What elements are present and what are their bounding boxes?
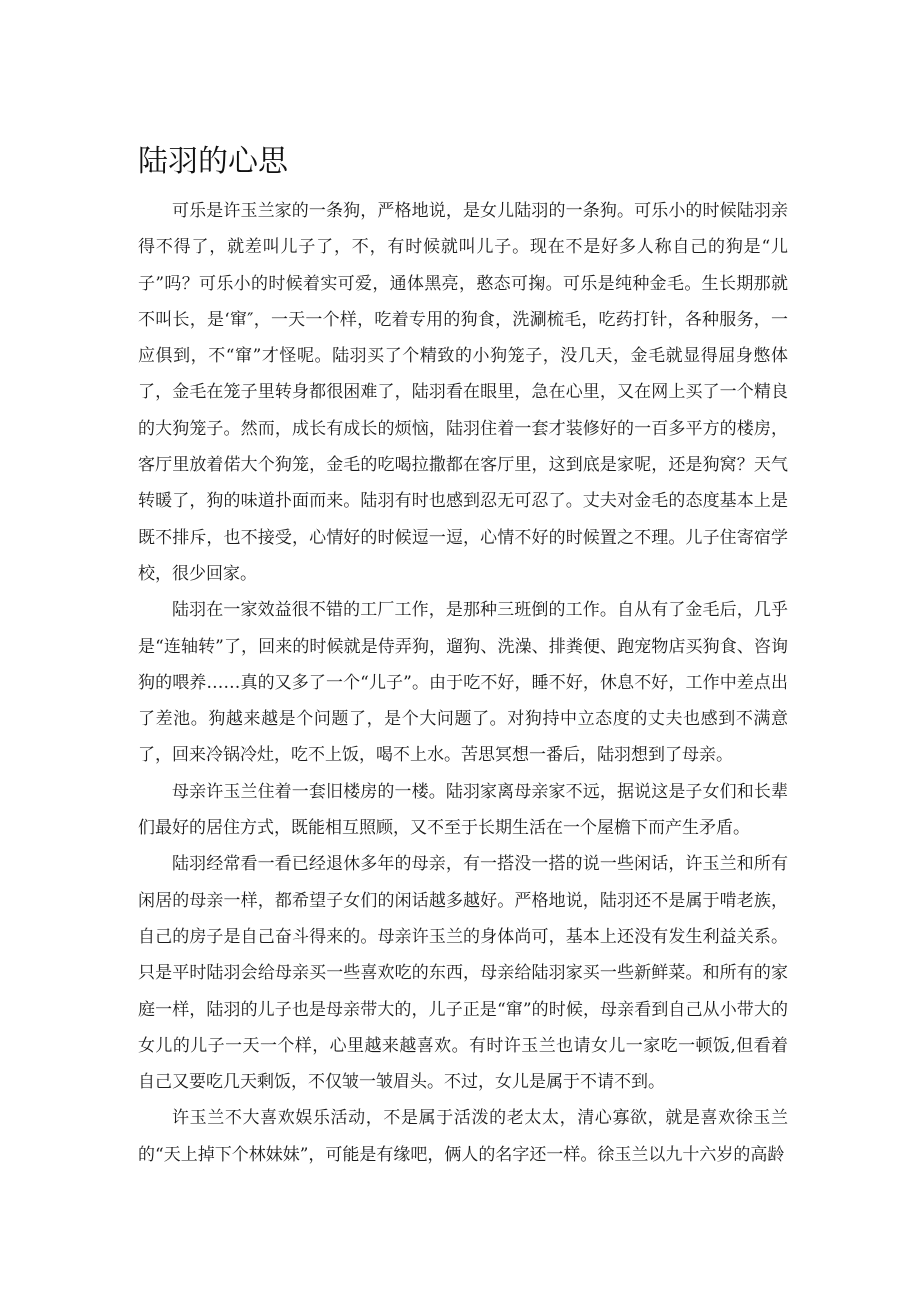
paragraph: 许玉兰不大喜欢娱乐活动，不是属于活泼的老太太，清心寡欲，就是喜欢徐玉兰的“天上掉下个林妹妹”，可能是有缘吧，俩人的名字还一样。徐玉兰以九十六岁的高龄 [138, 1108, 788, 1165]
document-title: 陆羽的心思 [138, 144, 288, 179]
paragraph: 陆羽经常看一看已经退休多年的母亲，有一搭没一搭的说一些闲话，许玉兰和所有闲居的母亲一样，都希望子女们的闲话越多越好。严格地说，陆羽还不是属于啃老族，自己的房子是自己奋斗得来的。母亲许玉兰的身体尚可，基本上还没有发生利益关系。只是平时陆羽会给母亲买一些喜欢吃的东西，母亲给陆羽家买一些新鲜菜。和所有的家庭一样，陆羽的儿子也是母亲带大的，儿子正是“窜”的时候，母亲看到自己从小带大的女儿的儿子一天一个样，心里越来越喜欢。有时许玉兰也请女儿一家吃一顿饭,但看着自己又要吃几天剩饭，不仅皱一皱眉头。不过，女儿是属于不请不到。 [138, 854, 788, 1093]
document-body [138, 193, 788, 1173]
paragraph: 母亲许玉兰住着一套旧楼房的一楼。陆羽家离母亲家不远，据说这是子女们和长辈们最好的居住方式，既能相互照顾，又不至于长期生活在一个屋檐下而产生矛盾。 [138, 781, 788, 839]
paragraph: 陆羽在一家效益很不错的工厂工作，是那种三班倒的工作。自从有了金毛后，几乎是“连轴转”了，回来的时候就是侍弄狗，遛狗、洗澡、排粪便、跑宠物店买狗食、咨询狗的喂养……真的又多了一个“儿子”。由于吃不好，睡不好，休息不好，工作中差点出了差池。狗越来越是个问题了，是个大问题了。对狗持中立态度的丈夫也感到不满意了，回来冷锅冷灶，吃不上饭，喝不上水。苦思冥想一番后，陆羽想到了母亲。 [138, 600, 788, 766]
paragraph: 可乐是许玉兰家的一条狗，严格地说，是女儿陆羽的一条狗。可乐小的时候陆羽亲得不得了，就差叫儿子了，不，有时候就叫儿子。现在不是好多人称自己的狗是“儿子”吗？可乐小的时候着实可爱，通体黑亮，憨态可掬。可乐是纯种金毛。生长期那就不叫长，是‘窜″，一天一个样，吃着专用的狗食，洗涮梳毛，吃药打针，各种服务，一应俱到，不“窜”才怪呢。陆羽买了个精致的小狗笼子，没几天，金毛就显得屈身憋体了，金毛在笼子里转身都很困难了，陆羽看在眼里，急在心里，又在网上买了一个精良的大狗笼子。然而，成长有成长的烦恼，陆羽住着一套才装修好的一百多平方的楼房，客厅里放着偌大个狗笼，金毛的吃喝拉撒都在客厅里，这到底是家呢，还是狗窝？天气转暖了，狗的味道扑面而来。陆羽有时也感到忍无可忍了。丈夫对金毛的态度基本上是既不排斥，也不接受，心情好的时候逗一逗，心情不好的时候置之不理。儿子住寄宿学校，很少回家。 [138, 201, 788, 584]
